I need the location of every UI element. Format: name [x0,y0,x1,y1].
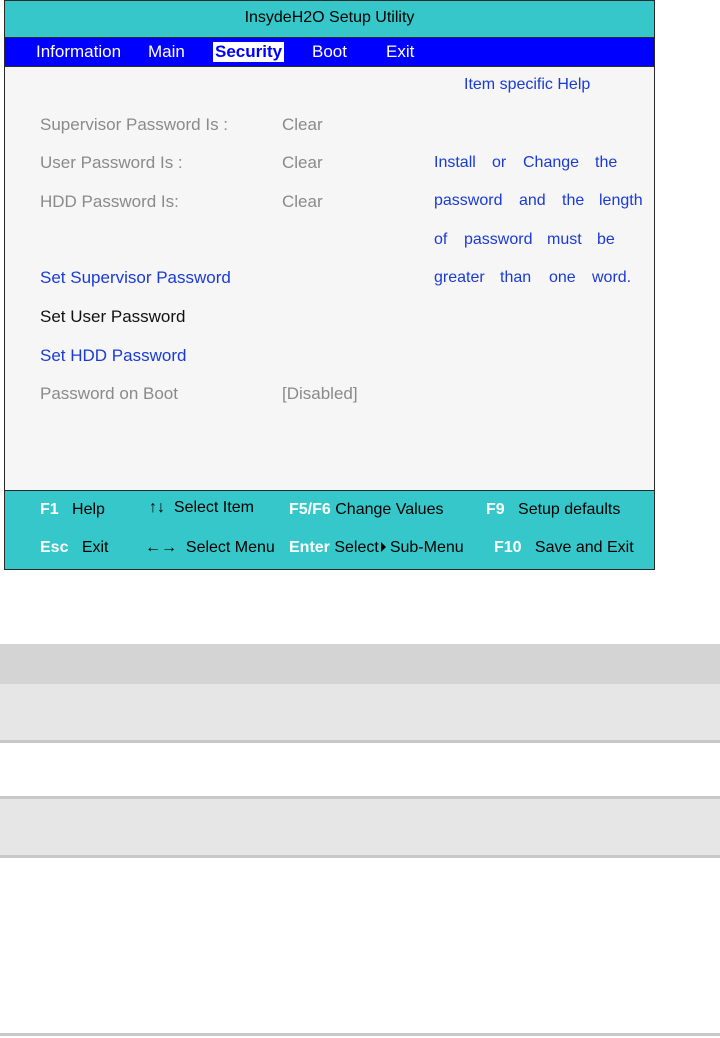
table-divider [0,1033,720,1036]
help-word: the [595,154,618,171]
set-supervisor-password-item[interactable]: Set Supervisor Password [40,268,231,287]
legend-help [40,501,105,519]
help-word: password [464,231,533,248]
up-down-arrows-icon: ↑↓ [149,499,165,516]
supervisor-password-label: Supervisor Password Is : [40,115,229,134]
set-hdd-password-item[interactable]: Set HDD Password [40,346,187,365]
help-word: password [434,192,503,209]
user-password-label: User Password Is : [40,153,183,172]
help-title: Item specific Help [464,76,591,93]
help-word: greater [434,269,485,286]
setup-defaults-text: Setup defaults [518,501,621,518]
esc-key: Esc [40,539,69,556]
user-password-value: Clear [282,153,323,172]
hdd-password-value: Clear [282,192,323,211]
legend-enter-submenu [289,539,464,557]
help-word: and [519,192,546,209]
help-word: than [500,269,532,286]
f9-key: F9 [486,501,505,518]
select-item-text: Select Item [173,499,254,516]
legend-exit [40,539,108,557]
legend-setup-defaults [486,501,620,519]
menu-bar [5,38,654,67]
help-word: be [597,231,615,248]
select-text: Select [334,539,379,556]
help-word: Change [523,154,580,171]
f1-text: Help [72,501,105,518]
legend-select-item [149,499,254,517]
menu-boot[interactable]: Boot [312,42,347,61]
menu-information[interactable]: Information [36,42,122,61]
help-word: or [492,154,507,171]
help-word: the [562,192,585,209]
help-word: word. [592,269,632,286]
help-word: length [599,192,643,209]
supervisor-password-value: Clear [282,115,323,134]
f1-key: F1 [40,501,59,518]
legend-select-menu [145,539,275,557]
enter-key: Enter [289,539,330,556]
legend-save-exit [494,539,634,557]
select-menu-text: Select Menu [185,539,275,556]
f5f6-key: F5/F6 [289,501,331,518]
password-on-boot-value[interactable]: [Disabled] [282,384,358,403]
key-legend-footer [5,490,654,569]
content-panel [5,67,654,492]
set-user-password-item[interactable]: Set User Password [40,307,186,326]
menu-exit[interactable]: Exit [386,42,415,61]
hdd-password-label: HDD Password Is: [40,192,179,211]
save-exit-text: Save and Exit [534,539,634,556]
table-row-band [0,796,720,858]
help-word: Install [434,154,476,171]
left-right-arrows-icon: ←→ [145,539,177,556]
window-title: InsydeH2O Setup Utility [5,1,654,38]
submenu-triangle-icon [381,542,386,552]
help-word: must [547,231,582,248]
bios-setup-window [4,0,655,570]
submenu-text: Sub-Menu [389,539,464,556]
table-row-band [0,684,720,743]
password-on-boot-label[interactable]: Password on Boot [40,384,178,403]
help-word: one [549,269,576,286]
menu-main[interactable]: Main [148,42,185,61]
change-values-text: Change Values [335,501,444,518]
f10-key: F10 [494,539,522,556]
help-word: of [434,231,448,248]
esc-text: Exit [81,539,109,556]
legend-change-values [289,501,443,519]
menu-security[interactable]: Security [215,42,283,61]
table-header-band [0,644,720,684]
